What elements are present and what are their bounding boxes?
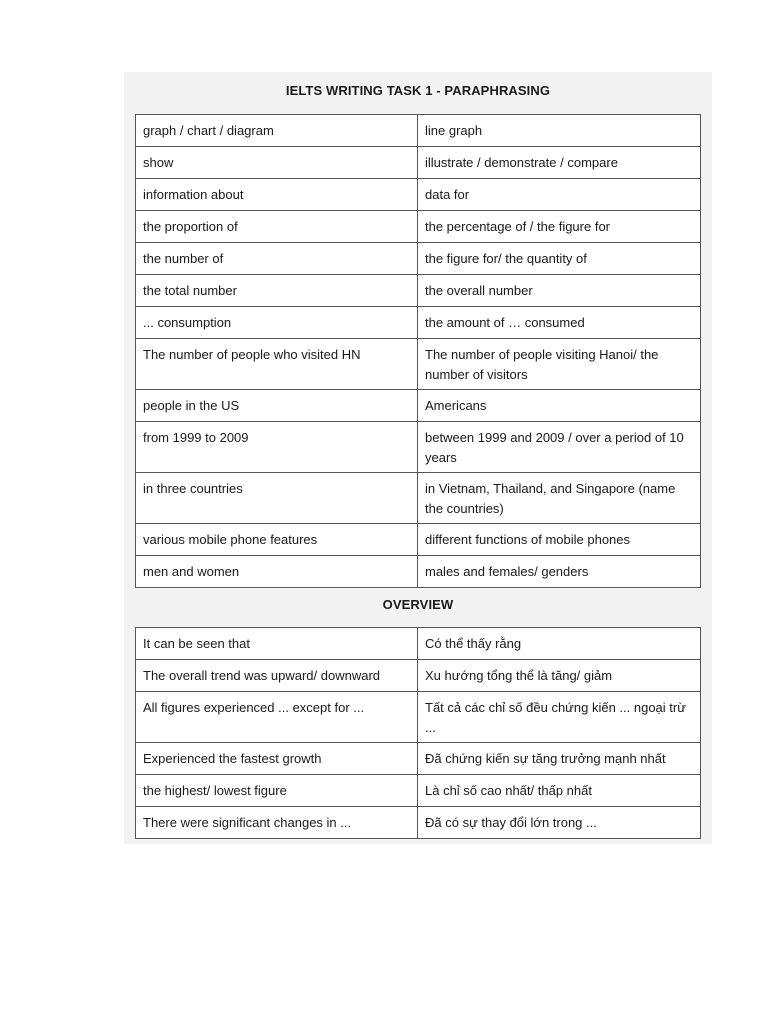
- paraphrase-cell: the figure for/ the quantity of: [418, 243, 701, 275]
- table-row: [136, 628, 701, 660]
- paraphrase-cell: Là chỉ số cao nhất/ thấp nhất: [418, 775, 701, 807]
- phrase-cell: show: [136, 147, 418, 179]
- table-row: [136, 692, 701, 743]
- paraphrase-cell: the overall number: [418, 275, 701, 307]
- paraphrase-cell: data for: [418, 179, 701, 211]
- phrase-cell: from 1999 to 2009: [136, 422, 418, 473]
- phrase-cell: people in the US: [136, 390, 418, 422]
- phrase-cell: It can be seen that: [136, 628, 418, 660]
- paraphrase-cell: males and females/ genders: [418, 556, 701, 588]
- paraphrase-cell: between 1999 and 2009 / over a period of 10 years: [418, 422, 701, 473]
- phrase-cell: various mobile phone features: [136, 524, 418, 556]
- paraphrase-cell: Americans: [418, 390, 701, 422]
- phrase-cell: The number of people who visited HN: [136, 339, 418, 390]
- overview-table: [135, 627, 701, 839]
- phrase-cell: the number of: [136, 243, 418, 275]
- phrase-cell: men and women: [136, 556, 418, 588]
- phrase-cell: All figures experienced ... except for ...: [136, 692, 418, 743]
- paraphrase-cell: different functions of mobile phones: [418, 524, 701, 556]
- phrase-cell: The overall trend was upward/ downward: [136, 660, 418, 692]
- paraphrase-cell: illustrate / demonstrate / compare: [418, 147, 701, 179]
- table-row: [136, 743, 701, 775]
- paraphrase-cell: the percentage of / the figure for: [418, 211, 701, 243]
- phrase-cell: There were significant changes in ...: [136, 807, 418, 839]
- table-row: [136, 115, 701, 147]
- table-row: [136, 524, 701, 556]
- overview-title: OVERVIEW: [382, 597, 454, 612]
- table-row: [136, 390, 701, 422]
- phrase-cell: the highest/ lowest figure: [136, 775, 418, 807]
- paraphrasing-table: [135, 114, 701, 588]
- table-row: [136, 422, 701, 473]
- table-row: [136, 147, 701, 179]
- table-row: [136, 339, 701, 390]
- paraphrase-cell: Đã chứng kiến sự tăng trưởng mạnh nhất: [418, 743, 701, 775]
- paraphrase-cell: The number of people visiting Hanoi/ the number of visitors: [418, 339, 701, 390]
- table-row: [136, 275, 701, 307]
- table-row: [136, 807, 701, 839]
- table-row: [136, 211, 701, 243]
- table-row: [136, 660, 701, 692]
- table-row: [136, 556, 701, 588]
- paraphrase-cell: Xu hướng tổng thể là tăng/ giảm: [418, 660, 701, 692]
- table-row: [136, 179, 701, 211]
- paraphrase-cell: Có thể thấy rằng: [418, 628, 701, 660]
- paraphrase-cell: in Vietnam, Thailand, and Singapore (name the countries): [418, 473, 701, 524]
- paraphrase-cell: Đã có sự thay đổi lớn trong ...: [418, 807, 701, 839]
- paraphrase-cell: the amount of … consumed: [418, 307, 701, 339]
- document-title: IELTS WRITING TASK 1 - PARAPHRASING: [285, 83, 551, 98]
- paraphrase-cell: Tất cả các chỉ số đều chứng kiến ... ngoại trừ ...: [418, 692, 701, 743]
- table-row: [136, 775, 701, 807]
- phrase-cell: ... consumption: [136, 307, 418, 339]
- paraphrase-cell: line graph: [418, 115, 701, 147]
- phrase-cell: Experienced the fastest growth: [136, 743, 418, 775]
- table-row: [136, 307, 701, 339]
- phrase-cell: graph / chart / diagram: [136, 115, 418, 147]
- phrase-cell: information about: [136, 179, 418, 211]
- table-row: [136, 243, 701, 275]
- phrase-cell: the total number: [136, 275, 418, 307]
- table-row: [136, 473, 701, 524]
- phrase-cell: the proportion of: [136, 211, 418, 243]
- phrase-cell: in three countries: [136, 473, 418, 524]
